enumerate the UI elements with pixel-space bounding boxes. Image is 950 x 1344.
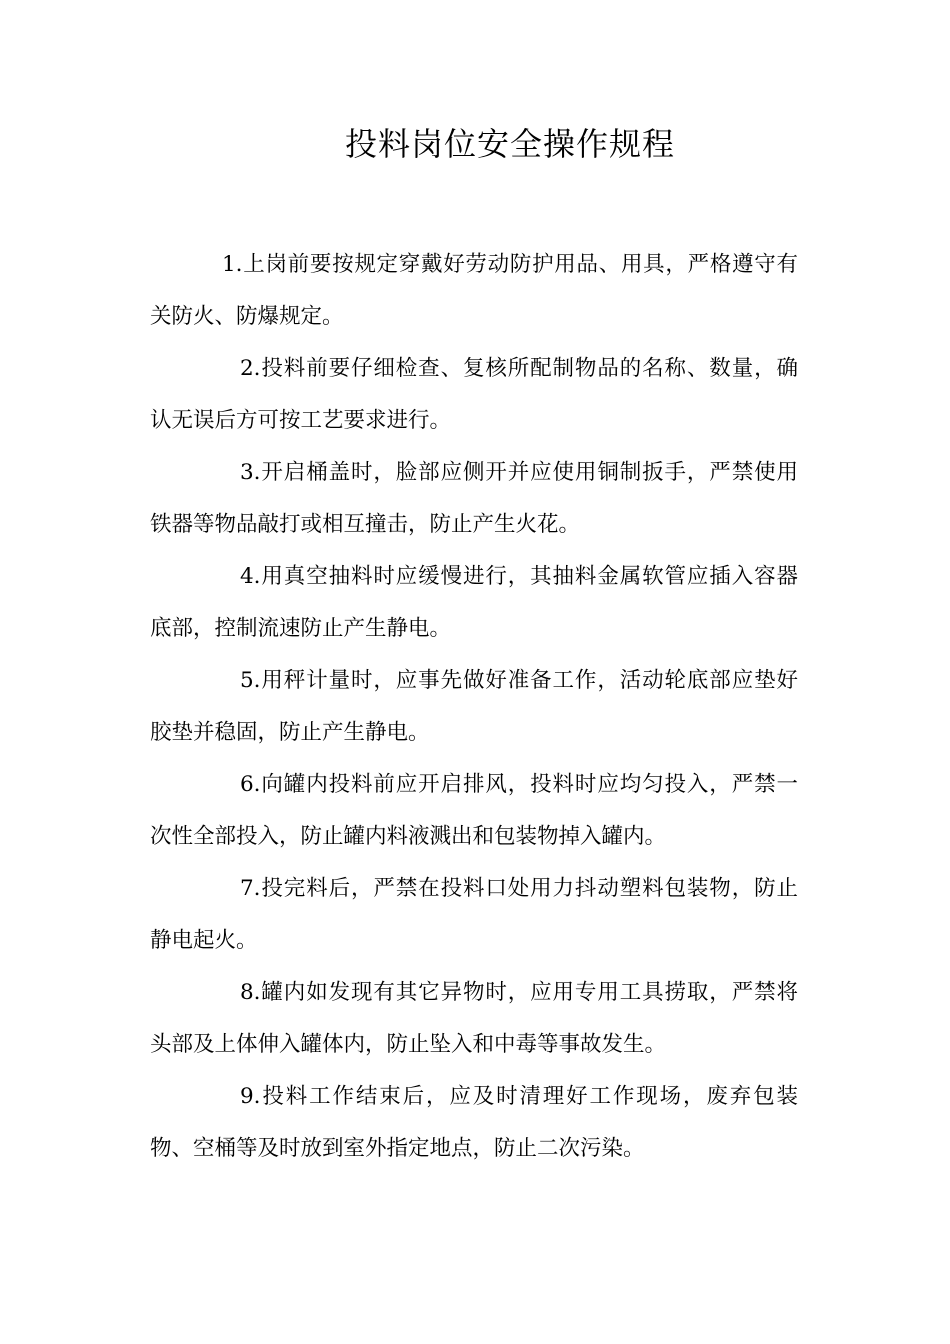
rule-paragraph-9: 9.投料工作结束后，应及时清理好工作现场，废弃包装物、空桶等及时放到室外指定地点，防止二次污染。	[150, 1084, 798, 1161]
rule-paragraph-8: 8.罐内如发现有其它异物时，应用专用工具捞取，严禁将头部及上体伸入罐体内，防止坠入和中毒等事故发生。	[150, 980, 798, 1057]
rule-paragraph-4: 4.用真空抽料时应缓慢进行，其抽料金属软管应插入容器底部，控制流速防止产生静电。	[150, 564, 798, 641]
document-title: 投料岗位安全操作规程	[344, 125, 675, 163]
rule-paragraph-7: 7.投完料后，严禁在投料口处用力抖动塑料包装物，防止静电起火。	[150, 876, 798, 953]
rule-paragraph-3: 3.开启桶盖时，脸部应侧开并应使用铜制扳手，严禁使用铁器等物品敲打或相互撞击，防止产生火花。	[150, 460, 798, 537]
document-body	[150, 239, 798, 1175]
rule-paragraph-5: 5.用秤计量时，应事先做好准备工作，活动轮底部应垫好胶垫并稳固，防止产生静电。	[150, 668, 798, 745]
rule-paragraph-1: 1.上岗前要按规定穿戴好劳动防护用品、用具，严格遵守有关防火、防爆规定。	[150, 252, 798, 329]
rule-paragraph-6: 6.向罐内投料前应开启排风，投料时应均匀投入，严禁一次性全部投入，防止罐内料液溅出和包装物掉入罐内。	[150, 772, 798, 849]
rule-paragraph-2: 2.投料前要仔细检查、复核所配制物品的名称、数量，确认无误后方可按工艺要求进行。	[150, 356, 798, 433]
